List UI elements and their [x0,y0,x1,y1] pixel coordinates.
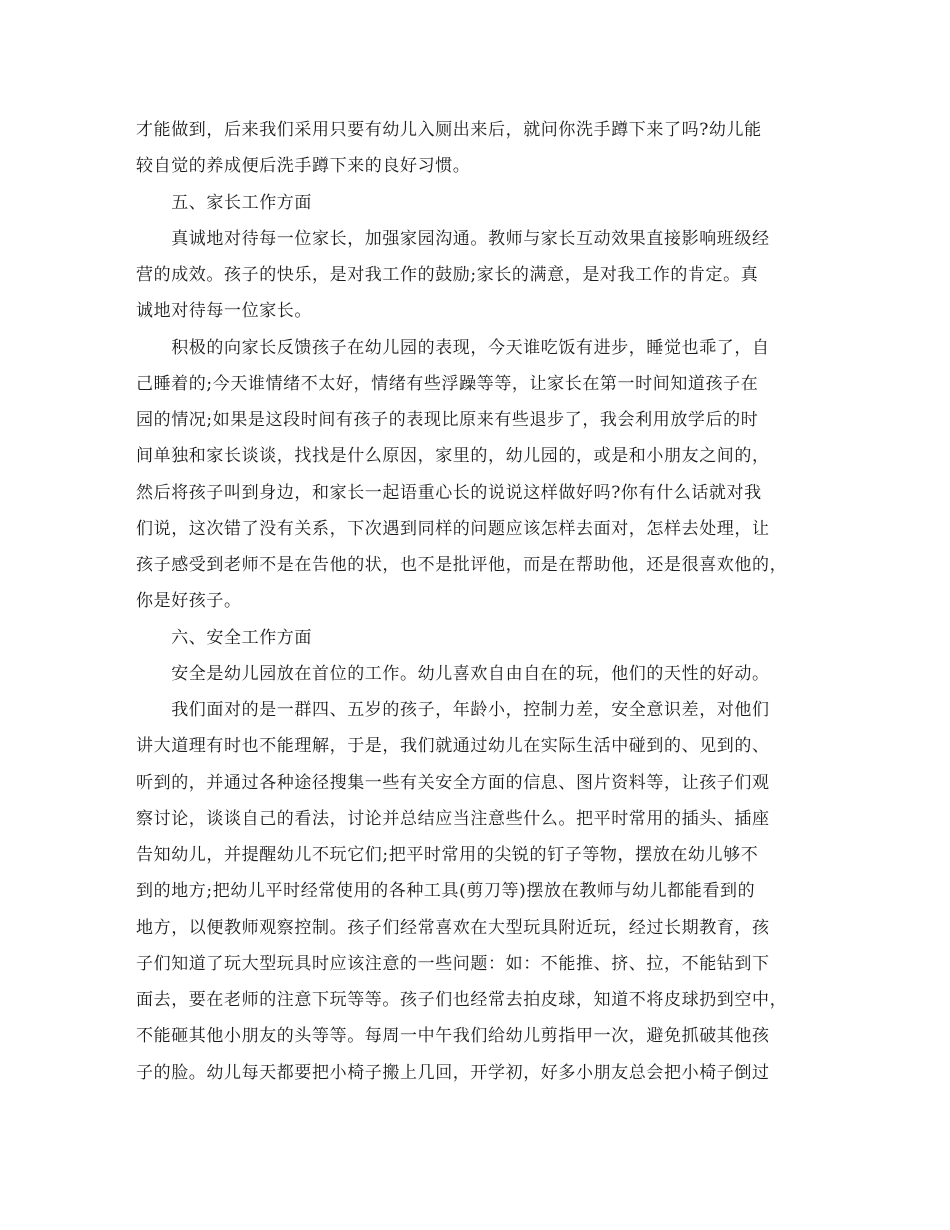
text-line: 面去，要在老师的注意下玩等等。孩子们也经常去拍皮球，知道不将皮球扔到空中， [136,990,788,1010]
text-line: 听到的，并通过各种途径搜集一些有关安全方面的信息、图片资料等，让孩子们观 [136,773,770,793]
text-line: 安全是幼儿园放在首位的工作。幼儿喜欢自由自在的玩，他们的天性的好动。 [136,664,770,684]
text-line: 孩子感受到老师不是在告他的状，也不是批评他，而是在帮助他，还是很喜欢他的， [136,555,788,575]
section-heading: 六、安全工作方面 [136,628,312,648]
text-line: 察讨论，谈谈自己的看法，讨论并总结应当注意些什么。把平时常用的插头、插座 [136,809,770,829]
text-line: 然后将孩子叫到身边，和家长一起语重心长的说说这样做好吗?你有什么话就对我 [136,483,762,503]
text-line: 真诚地对待每一位家长，加强家园沟通。教师与家长互动效果直接影响班级经 [136,229,770,249]
section-heading: 五、家长工作方面 [136,193,312,213]
text-line: 我们面对的是一群四、五岁的孩子，年龄小，控制力差，安全意识差，对他们 [136,700,770,720]
text-line: 间单独和家长谈谈，找找是什么原因，家里的，幼儿园的，或是和小朋友之间的， [136,446,770,466]
text-line: 子的脸。幼儿每天都要把小椅子搬上几回，开学初，好多小朋友总会把小椅子倒过 [136,1063,770,1083]
text-line: 积极的向家长反馈孩子在幼儿园的表现，今天谁吃饭有进步，睡觉也乖了，自 [136,338,770,358]
text-line: 到的地方;把幼儿平时经常使用的各种工具(剪刀等)摆放在教师与幼儿都能看到的 [136,881,756,901]
text-line: 讲大道理有时也不能理解，于是，我们就通过幼儿在实际生活中碰到的、见到的、 [136,736,770,756]
text-line: 较自觉的养成便后洗手蹲下来的良好习惯。 [136,156,471,176]
text-line: 己睡着的;今天谁情绪不太好，情绪有些浮躁等等，让家长在第一时间知道孩子在 [136,374,759,394]
text-line: 不能砸其他小朋友的头等等。每周一中午我们给幼儿剪指甲一次，避免抓破其他孩 [136,1026,770,1046]
text-line: 你是好孩子。 [136,591,242,611]
text-line: 子们知道了玩大型玩具时应该注意的一些问题：如：不能推、挤、拉，不能钻到下 [136,954,770,974]
text-line: 才能做到，后来我们采用只要有幼儿入厕出来后，就问你洗手蹲下来了吗?幼儿能 [136,120,762,140]
text-line: 园的情况;如果是这段时间有孩子的表现比原来有些退步了，我会利用放学后的时 [136,410,759,430]
text-line: 地方，以便教师观察控制。孩子们经常喜欢在大型玩具附近玩，经过长期教育，孩 [136,918,770,938]
text-line: 们说，这次错了没有关系，下次遇到同样的问题应该怎样去面对，怎样去处理，让 [136,519,770,539]
text-line: 诚地对待每一位家长。 [136,301,312,321]
text-line: 告知幼儿，并提醒幼儿不玩它们;把平时常用的尖锐的钉子等物，摆放在幼儿够不 [136,845,759,865]
text-line: 营的成效。孩子的快乐，是对我工作的鼓励;家长的满意，是对我工作的肯定。真 [136,265,759,285]
